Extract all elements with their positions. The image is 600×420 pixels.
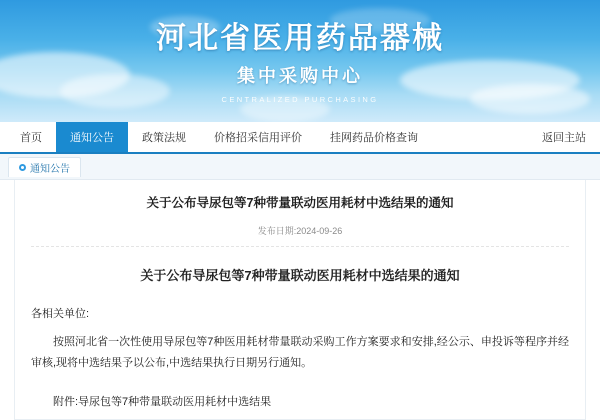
nav-item-notices[interactable]: 通知公告: [56, 122, 128, 152]
nav-item-credit-evaluation[interactable]: 价格招采信用评价: [214, 132, 302, 144]
document-salutation: 各相关单位:: [31, 307, 90, 320]
breadcrumb-label: 通知公告: [30, 163, 70, 175]
site-title-english: CENTRALIZED PURCHASING: [221, 95, 379, 104]
nav-item-policies[interactable]: 政策法规: [142, 132, 186, 144]
location-dot-icon: [19, 164, 26, 171]
site-subtitle: 集中采购中心: [237, 66, 363, 86]
document-attachment[interactable]: 附件:导尿包等7种带量联动医用耗材中选结果: [53, 395, 272, 408]
nav-item-price-query[interactable]: 挂网药品价格查询: [330, 132, 418, 144]
document-paragraph: 按照河北省一次性使用导尿包等7种医用耗材带量联动采购工作方案要求和安排,经公示、申投诉等程序并经审核,现将中选结果予以公布,中选结果执行日期另行通知。: [31, 335, 569, 370]
nav-item-home[interactable]: 首页: [20, 132, 42, 144]
document-header-title: 关于公布导尿包等7种带量联动医用耗材中选结果的通知: [146, 196, 454, 210]
banner-text-group: [0, 0, 600, 104]
site-title: 河北省医用药品器械: [156, 22, 444, 55]
document-body-title: 关于公布导尿包等7种带量联动医用耗材中选结果的通知: [140, 267, 460, 283]
document-publish-date: 发布日期:2024-09-26: [31, 224, 569, 247]
nav-spacer: [432, 122, 528, 152]
document-card: [14, 180, 586, 420]
main-navigation: [0, 122, 600, 154]
nav-item-back-to-main-site[interactable]: 返回主站: [542, 132, 586, 144]
breadcrumb: [0, 154, 600, 180]
site-banner: [0, 0, 600, 122]
breadcrumb-current-tab[interactable]: [8, 157, 81, 177]
content-area: [0, 180, 600, 420]
